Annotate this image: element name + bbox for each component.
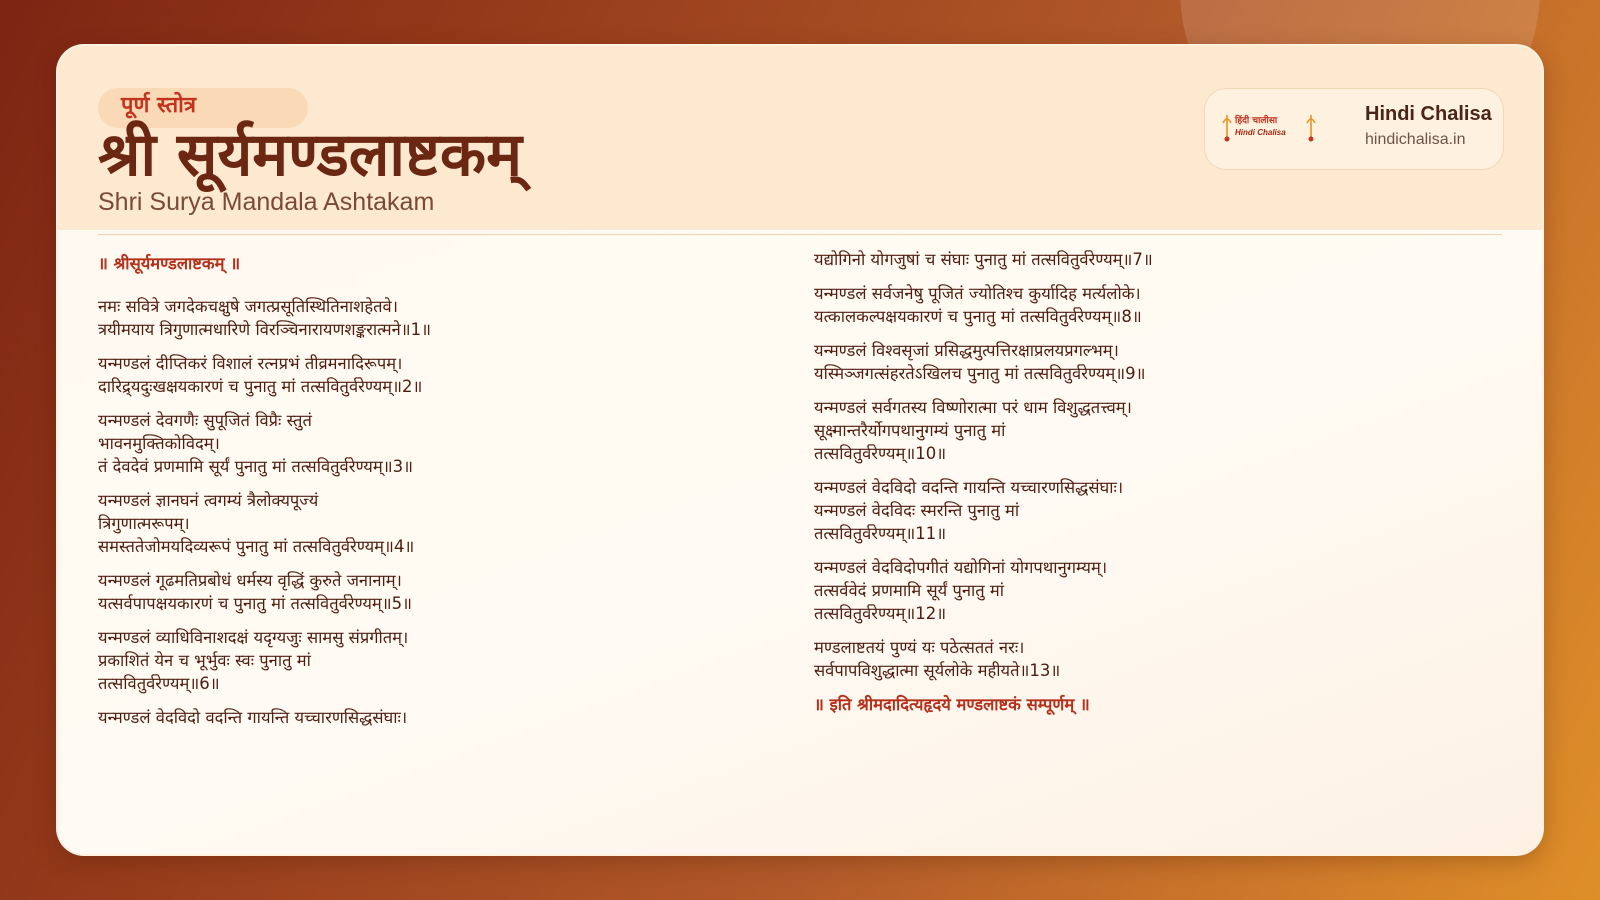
brand-name: Hindi Chalisa	[1365, 103, 1492, 125]
verse-line: यन्मण्डलं वेदविदः स्मरन्ति पुनातु मां	[814, 501, 1020, 520]
verse-line: तत्सवितुर्वरेण्यम्॥11॥	[814, 524, 947, 543]
divider	[98, 234, 1502, 235]
verse-line: मण्डलाष्टतयं पुण्यं यः पठेत्सततं नरः।	[814, 638, 1025, 657]
verse-line: दारिद्र्यदुःखक्षयकारणं च पुनातु मां तत्सवितुर्वरेण्यम्॥2॥	[98, 377, 423, 396]
verse-line: प्रकाशितं येन च भूर्भुवः स्वः पुनातु मां	[98, 651, 311, 670]
verse-7-end	[814, 248, 1494, 271]
verse-line: सूक्ष्मान्तरैर्योगपथानुगम्यं पुनातु मां	[814, 421, 1006, 440]
stotra-card	[56, 44, 1544, 856]
verse-5	[98, 569, 778, 615]
verse-3	[98, 409, 778, 478]
verse-line: तत्सवितुर्वरेण्यम्॥12॥	[814, 604, 947, 623]
verse-line: यन्मण्डलं गूढमतिप्रबोधं धर्मस्य वृद्धिं कुरुते जनानाम्।	[98, 571, 402, 590]
verse-line: यन्मण्डलं वेदविदोपगीतं यद्योगिनां योगपथानुगम्यम्।	[814, 558, 1108, 577]
verse-line: तत्सवितुर्वरेण्यम्॥6॥	[98, 674, 220, 693]
verse-line: यन्मण्डलं देवगणैः सुपूजितं विप्रैः स्तुतं	[98, 411, 312, 430]
brand-url[interactable]: hindichalisa.in	[1365, 131, 1466, 148]
header-band	[58, 46, 1542, 230]
verse-line: नमः सवित्रे जगदेकचक्षुषे जगत्प्रसूतिस्थितिनाशहेतवे।	[98, 297, 398, 316]
verse-line: तं देवदेवं प्रणमामि सूर्यं पुनातु मां तत्सवितुर्वरेण्यम्॥3॥	[98, 457, 414, 476]
brand-logo	[1221, 111, 1317, 147]
text-column-right	[814, 248, 1494, 716]
verse-line: यस्मिञ्जगत्संहरतेऽखिलच पुनातु मां तत्सवितुर्वरेण्यम्॥9॥	[814, 364, 1146, 383]
verse-10	[814, 396, 1494, 465]
subtitle: पूर्ण स्तोत्र	[121, 93, 197, 118]
verse-13	[814, 636, 1494, 682]
verse-12	[814, 556, 1494, 625]
brand-badge[interactable]	[1204, 88, 1504, 170]
verse-line: त्रिगुणात्मरूपम्।	[98, 514, 190, 533]
verse-line: यन्मण्डलं वेदविदो वदन्ति गायन्ति यच्चारणसिद्धसंघाः।	[98, 708, 408, 727]
verse-line: यन्मण्डलं सर्वजनेषु पूजितं ज्योतिश्च कुर्यादिह मर्त्यलोके।	[814, 284, 1141, 303]
verse-line: यन्मण्डलं सर्वगतस्य विष्णोरात्मा परं धाम विशुद्धतत्त्वम्।	[814, 398, 1132, 417]
verse-11	[814, 476, 1494, 545]
verse-line: यत्सर्वपापक्षयकारणं च पुनातु मां तत्सवितुर्वरेण्यम्॥5॥	[98, 594, 413, 613]
page-title-english: Shri Surya Mandala Ashtakam	[98, 188, 435, 216]
text-column-left	[98, 246, 778, 740]
colophon: ॥ इति श्रीमदादित्यहृदये मण्डलाष्टकं सम्पूर्णम् ॥	[814, 695, 1090, 714]
verse-line: यन्मण्डलं व्याधिविनाशदक्षं यदृग्यजुः सामसु संप्रगीतम्।	[98, 628, 409, 647]
verse-line: तत्सर्ववेदं प्रणमामि सूर्यं पुनातु मां	[814, 581, 1005, 600]
verse-line: समस्ततेजोमयदिव्यरूपं पुनातु मां तत्सवितुर्वरेण्यम्॥4॥	[98, 537, 415, 556]
verse-1	[98, 295, 778, 341]
verse-6	[98, 626, 778, 695]
verse-7-start	[98, 706, 778, 729]
verse-2	[98, 352, 778, 398]
verse-line: त्रयीमयाय त्रिगुणात्मधारिणे विरञ्चिनारायणशङ्करात्मने॥1॥	[98, 320, 432, 339]
verse-line: यन्मण्डलं वेदविदो वदन्ति गायन्ति यच्चारणसिद्धसंघाः।	[814, 478, 1124, 497]
stotra-heading: ॥ श्रीसूर्यमण्डलाष्टकम् ॥	[98, 254, 241, 273]
verse-line: यन्मण्डलं ज्ञानघनं त्वगम्यं त्रैलोक्यपूज्यं	[98, 491, 319, 510]
verse-8	[814, 282, 1494, 328]
page-title: श्री सूर्यमण्डलाष्टकम्	[98, 120, 522, 190]
verse-line: सर्वपापविशुद्धात्मा सूर्यलोके महीयते॥13॥	[814, 661, 1061, 680]
verse-4	[98, 489, 778, 558]
verse-9	[814, 339, 1494, 385]
verse-line: यद्योगिनो योगजुषां च संघाः पुनातु मां तत्सवितुर्वरेण्यम्॥7॥	[814, 250, 1153, 269]
verse-line: तत्सवितुर्वरेण्यम्॥10॥	[814, 444, 947, 463]
logo-text-english: Hindi Chalisa	[1235, 128, 1286, 137]
verse-line: यन्मण्डलं विश्वसृजां प्रसिद्धमुत्पत्तिरक्षाप्रलयप्रगल्भम्।	[814, 341, 1119, 360]
verse-line: भावनमुक्तिकोविदम्।	[98, 434, 220, 453]
verse-line: यत्कालकल्पक्षयकारणं च पुनातु मां तत्सवितुर्वरेण्यम्॥8॥	[814, 307, 1142, 326]
logo-text-hindi: हिंदी चालीसा	[1235, 116, 1278, 126]
verse-line: यन्मण्डलं दीप्तिकरं विशालं रत्नप्रभं तीव्रमनादिरूपम्।	[98, 354, 403, 373]
